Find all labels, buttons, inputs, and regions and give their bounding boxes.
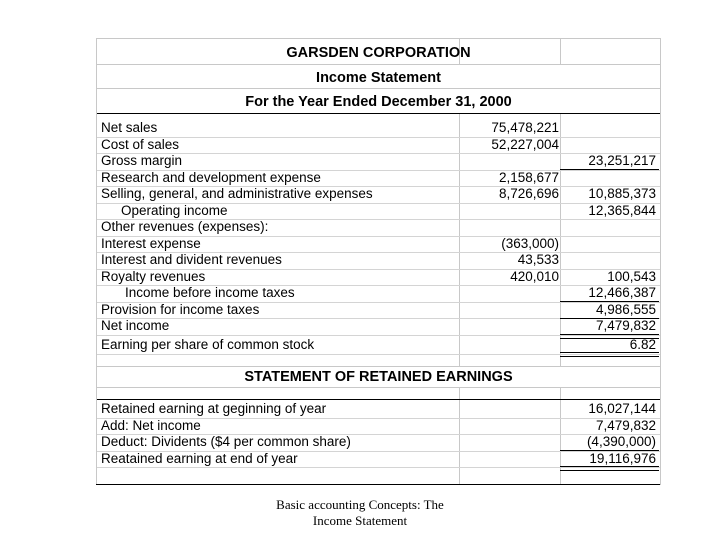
row-label: Interest and divident revenues (101, 252, 282, 267)
row-total: 12,365,844 (588, 202, 656, 218)
table-row (97, 203, 660, 221)
row-total: 12,466,387 (588, 285, 656, 300)
table-row (97, 170, 660, 188)
row-label: Selling, general, and administrative expenses (101, 186, 373, 201)
row-label: Net sales (101, 120, 158, 135)
subtotal-underline (560, 450, 659, 451)
double-underline (560, 466, 659, 471)
retained-earnings-heading: STATEMENT OF RETAINED EARNINGS (97, 367, 660, 388)
row-total: 6.82 (629, 337, 656, 352)
table-row (97, 236, 660, 254)
row-amount: 8,726,696 (498, 186, 559, 201)
income-statement-table (96, 38, 661, 485)
table-row (97, 401, 660, 419)
row-total: 23,251,217 (588, 153, 656, 168)
row-amount: 75,478,221 (491, 120, 559, 135)
table-row (97, 269, 660, 287)
row-total: 4,986,555 (595, 301, 656, 317)
statement-period: For the Year Ended December 31, 2000 (97, 89, 660, 114)
row-total: 7,479,832 (595, 417, 656, 433)
slide-caption (230, 497, 490, 529)
row-label: Provision for income taxes (101, 301, 260, 317)
statement-title: Income Statement (97, 65, 660, 89)
row-label: Interest expense (101, 235, 201, 251)
row-label: Gross margin (101, 153, 183, 168)
table-row (97, 418, 660, 436)
table-row (97, 285, 660, 303)
caption-line: Income Statement (312, 513, 408, 528)
row-amount: 52,227,004 (491, 136, 559, 152)
table-row (97, 153, 660, 171)
subtotal-underline (560, 301, 659, 302)
row-amount: 2,158,677 (498, 169, 559, 185)
row-label: Other revenues (expenses): (101, 219, 269, 234)
row-total: 16,027,144 (588, 401, 656, 416)
row-label: Add: Net income (101, 417, 201, 433)
row-amount: 43,533 (517, 252, 559, 267)
row-label: Reatained earning at end of year (101, 450, 298, 466)
table-row (97, 137, 660, 155)
table-row (97, 252, 660, 270)
row-label: Retained earning at geginning of year (101, 401, 327, 416)
row-total: (4,390,000) (586, 434, 656, 449)
table-row (97, 318, 660, 336)
caption-line: Basic accounting Concepts: The (276, 497, 444, 512)
row-label: Royalty revenues (101, 268, 206, 284)
subtotal-underline (560, 318, 659, 319)
spacer-row (97, 387, 660, 400)
row-label: Earning per share of common stock (101, 337, 315, 352)
spacer-row (97, 354, 660, 367)
table-row (97, 186, 660, 204)
row-label: Operating income (121, 202, 228, 218)
row-total: 100,543 (607, 268, 656, 284)
row-label: Income before income taxes (125, 285, 295, 300)
row-label: Net income (101, 318, 170, 333)
row-amount: (363,000) (501, 235, 559, 251)
subtotal-underline (560, 169, 659, 170)
table-row (97, 120, 660, 138)
table-row (97, 219, 660, 237)
row-label: Deduct: Dividents ($4 per common share) (101, 434, 351, 449)
row-total: 10,885,373 (588, 186, 656, 201)
table-row (97, 434, 660, 452)
company-name: GARSDEN CORPORATION (97, 39, 660, 65)
table-row (97, 302, 660, 320)
row-label: Research and development expense (101, 169, 321, 185)
row-amount: 420,010 (510, 268, 559, 284)
double-underline (560, 334, 659, 339)
row-total: 7,479,832 (595, 318, 656, 333)
row-label: Cost of sales (101, 136, 180, 152)
row-total: 19,116,976 (589, 450, 656, 466)
table-bottom-border (96, 484, 660, 485)
